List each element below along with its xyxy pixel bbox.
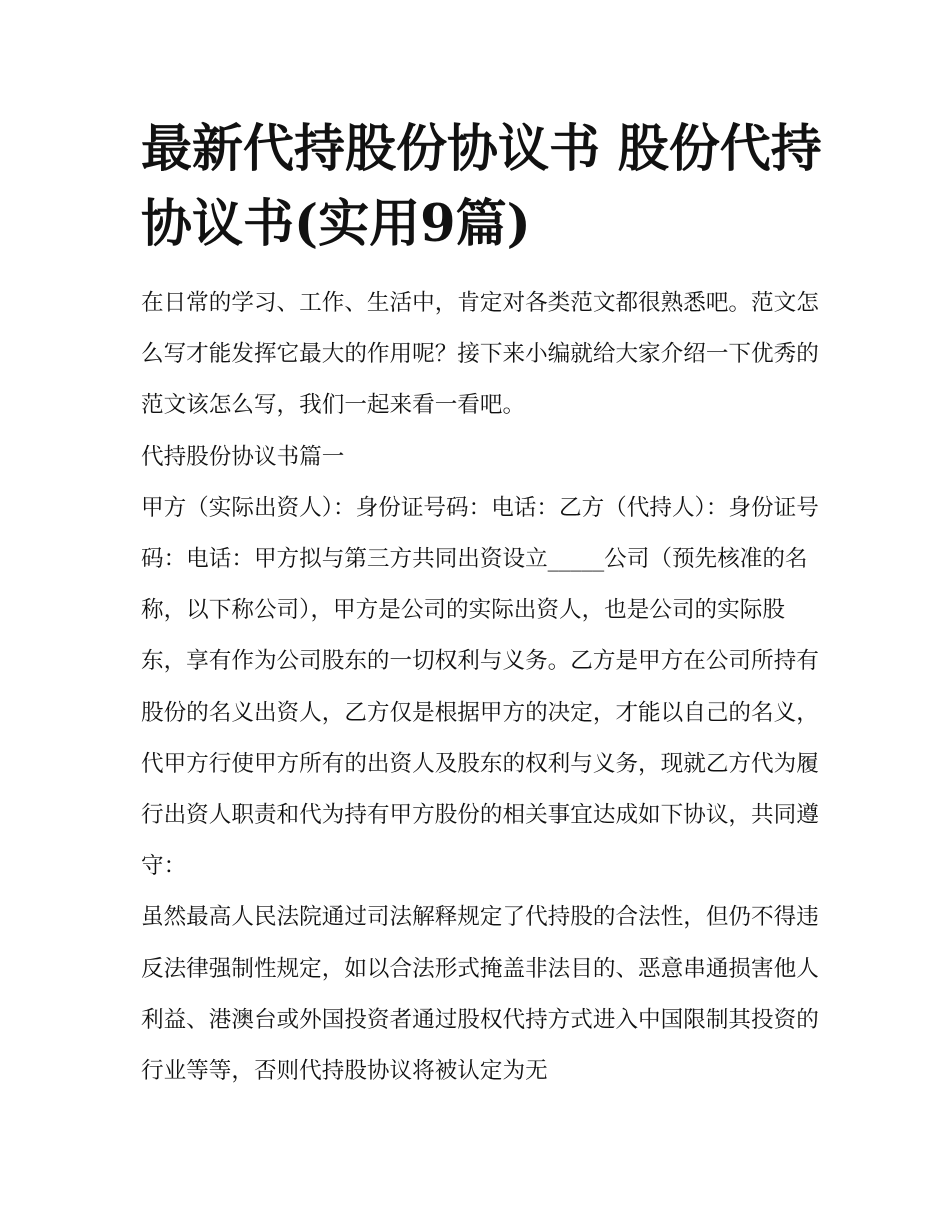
- document-body: [141, 278, 821, 1097]
- legal-note-paragraph: 虽然最高人民法院通过司法解释规定了代持股的合法性，但仍不得违反法律强制性规定，如以合法形式掩盖非法目的、恶意串通损害他人利益、港澳台或外国投资者通过股权代持方式进入中国限制其投资的行业等等，否则代持股协议将被认定为无: [141, 904, 819, 1085]
- document-title: 最新代持股份协议书 股份代持协议书(实用9篇): [141, 119, 822, 254]
- section-heading: 代持股份协议书篇一: [141, 443, 345, 470]
- agreement-paragraph: 甲方（实际出资人）：身份证号码：电话：乙方（代持人）：身份证号码：电话：甲方拟与第三方共同出资设立_____公司（预先核准的名称，以下称公司），甲方是公司的实际出资人，也是公司的实际股东，享有作为公司股东的一切权利与义务。乙方是甲方在公司所持有股份的名义出资人，乙方仅是根据甲方的决定，才能以自己的名义，代甲方行使甲方所有的出资人及股东的权利与义务，现就乙方代为履行出资人职责和代为持有甲方股份的相关事宜达成如下协议，共同遵守：: [141, 494, 819, 880]
- intro-paragraph: 在日常的学习、工作、生活中，肯定对各类范文都很熟悉吧。范文怎么写才能发挥它最大的作用呢？接下来小编就给大家介绍一下优秀的范文该怎么写，我们一起来看一看吧。: [141, 290, 819, 419]
